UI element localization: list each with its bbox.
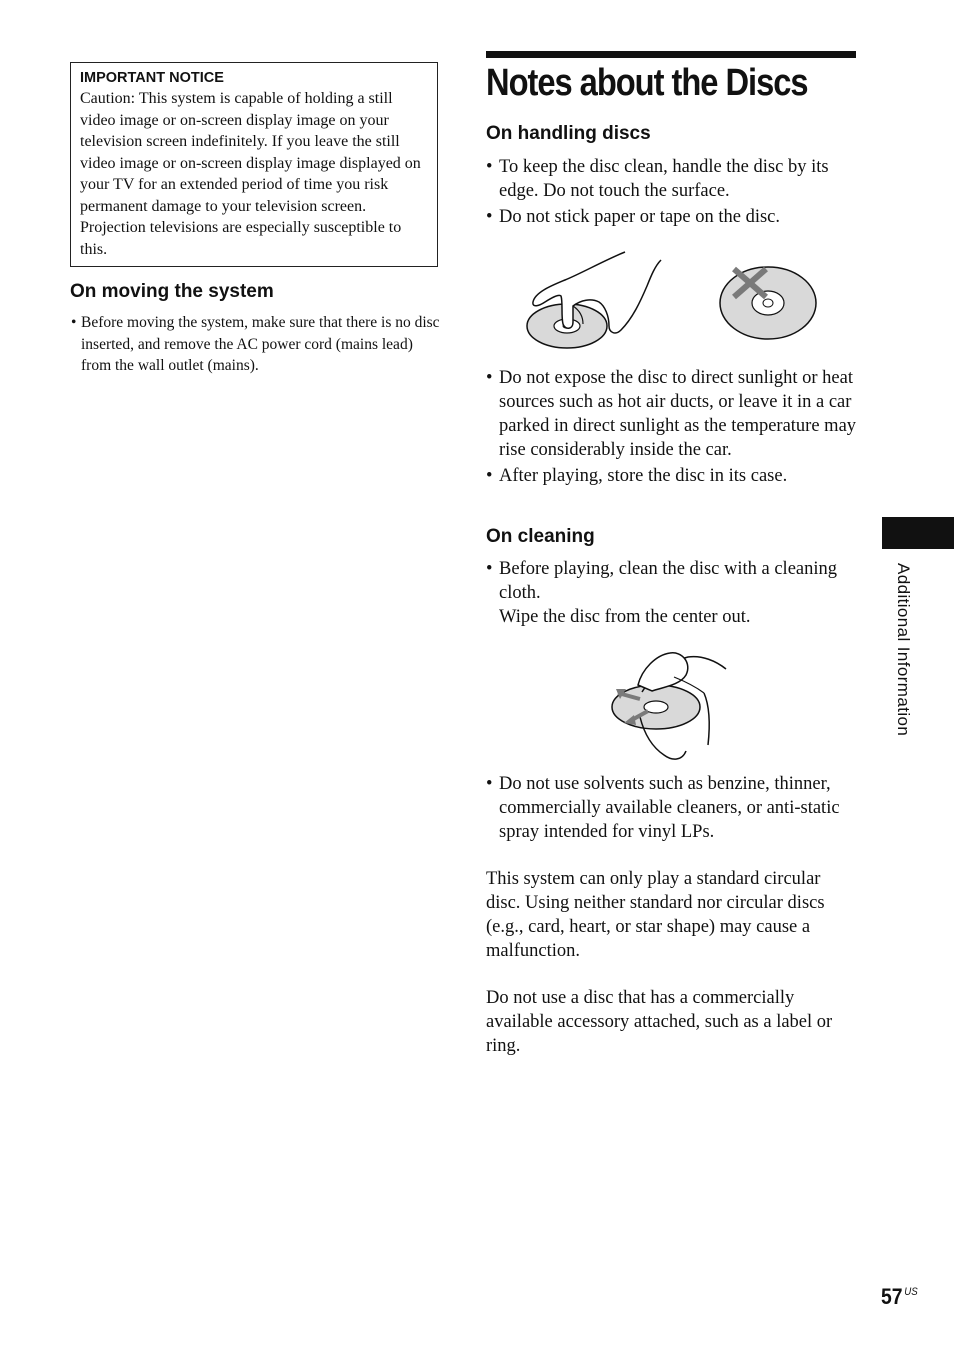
page-number-value: 57: [881, 1284, 903, 1309]
side-tab-marker: [882, 517, 954, 549]
cleaning-instruction: Before playing, clean the disc with a cleaning cloth.: [499, 559, 838, 603]
important-notice-box: [70, 62, 438, 267]
hand-holding-disc-illustration: [525, 250, 665, 355]
circular-disc-paragraph: This system can only play a standard circular disc. Using neither standard nor circular discs (e.g., card, heart, or star shape) may cause a malfunction.: [486, 869, 825, 961]
cleaning-instruction-wipe: Wipe the disc from the center out.: [499, 607, 751, 627]
handling-heading: On handling discs: [486, 123, 651, 144]
handling-list: [486, 155, 858, 231]
cleaning-list: [486, 557, 858, 631]
accessory-paragraph: Do not use a disc that has a commercially available accessory attached, such as a label or ring.: [486, 988, 833, 1056]
cleaning-disc-illustration: [612, 647, 737, 765]
moving-heading: On moving the system: [70, 281, 274, 302]
list-item: [486, 557, 858, 629]
notice-title: IMPORTANT NOTICE: [80, 70, 224, 86]
sunlight-list: [486, 366, 858, 490]
disc-with-x-illustration: [718, 263, 820, 341]
list-item: • Before moving the system, make sure that there is no disc inserted, and remove the AC power cord (mains lead) from the wall outlet (mains).: [70, 312, 442, 377]
list-item: • Do not expose the disc to direct sunlight or heat sources such as hot air ducts, or leave it in a car parked in direct sunlight as the temperature may rise considerably inside the car.: [486, 366, 858, 462]
solvents-list: [486, 772, 858, 846]
list-item: • Do not use solvents such as benzine, thinner, commercially available cleaners, or anti-static spray intended for vinyl LPs.: [486, 772, 858, 844]
list-item: • To keep the disc clean, handle the disc by its edge. Do not touch the surface.: [486, 155, 858, 203]
page-number: [881, 1284, 918, 1310]
notice-text: Caution: This system is capable of holding a still video image or on-screen display image on your television screen indefinitely. If you leave the still video image or on-screen display image displayed on your TV for an extended period of time you risk permanent damage to your television screen. Projection televisions are especially susceptible to this.: [80, 90, 421, 258]
moving-section: [70, 280, 442, 377]
list-item: • After playing, store the disc in its case.: [486, 464, 858, 488]
moving-list: [70, 312, 442, 377]
list-item: • Do not stick paper or tape on the disc.: [486, 205, 858, 229]
title-rule: [486, 51, 856, 58]
page-title: Notes about the Discs: [486, 62, 808, 104]
side-tab-label: Additional Information: [894, 563, 913, 737]
cleaning-heading: On cleaning: [486, 526, 595, 547]
page-number-suffix: US: [904, 1286, 918, 1298]
